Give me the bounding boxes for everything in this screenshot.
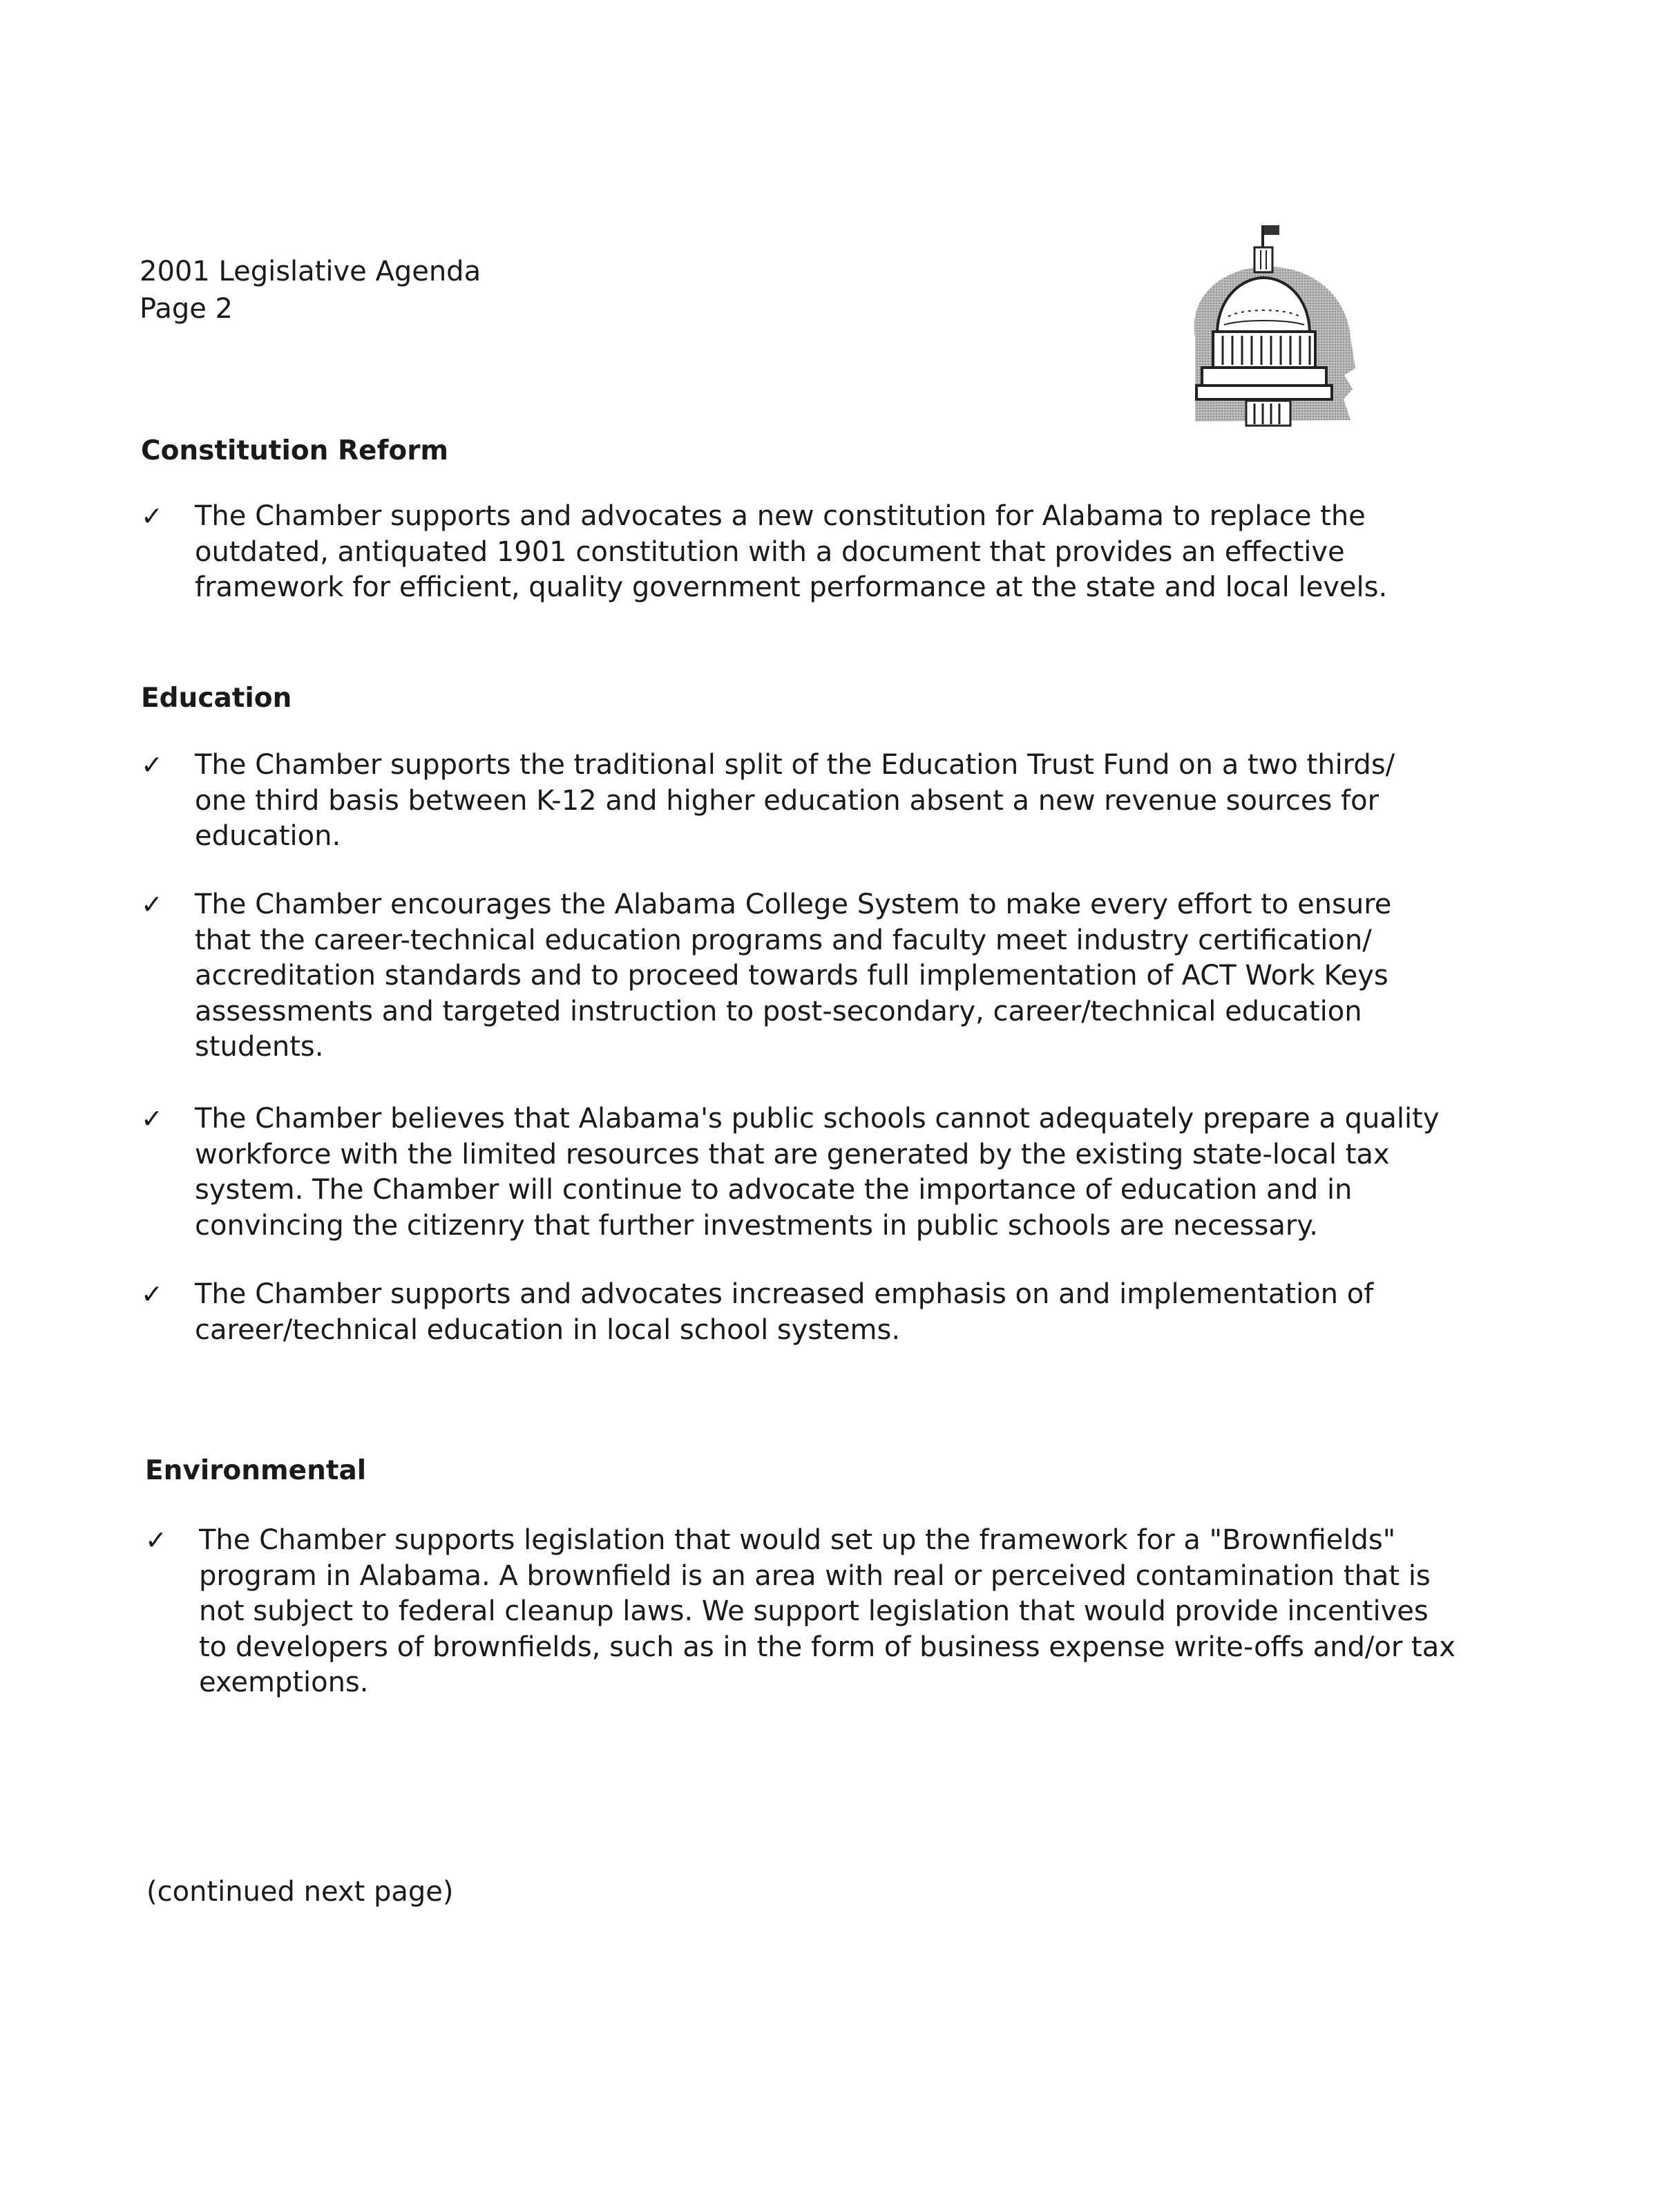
list-item: [141, 1101, 1452, 1244]
check-mark-icon: ✓: [141, 889, 163, 920]
check-mark-icon: ✓: [141, 501, 163, 531]
bullet-text: The Chamber supports and advocates increased emphasis on and implementation of career/technical education in local school systems.: [195, 1278, 1374, 1346]
list-item: [141, 887, 1452, 1065]
bullet-text: The Chamber encourages the Alabama College System to make every effort to ensure that the career-technical education programs and faculty meet industry certification/ accreditation standards and to proceed towards full implementation of ACT Work Keys assessments and targeted instruction to post-secondary, career/technical education students.: [195, 889, 1392, 1063]
section-title-constitution: Constitution Reform: [141, 435, 449, 466]
check-mark-icon: ✓: [141, 1103, 163, 1134]
section-title-environmental: Environmental: [145, 1455, 367, 1486]
bullet-text: The Chamber supports and advocates a new constitution for Alabama to replace the outdated, antiquated 1901 constitution with a document that provides an effective framework for efficient, quality government performance at the state and local levels.: [195, 500, 1388, 603]
bullet-text: The Chamber supports legislation that would set up the framework for a "Brownfields" program in Alabama. A brownfield is an area with real or perceived contamination that is not subject to federal cleanup laws. We support legislation that would provide incentives to developers of brownfields, such as in the form of business expense write-offs and/or tax exemptions.: [199, 1524, 1455, 1698]
list-item: [141, 1277, 1452, 1348]
check-mark-icon: ✓: [141, 750, 163, 780]
capitol-dome-icon: [1174, 220, 1361, 448]
bullet-text: The Chamber supports the traditional split of the Education Trust Fund on a two thirds/ one third basis between K-12 and higher education absent a new revenue sources for education.: [195, 749, 1395, 852]
section-title-education: Education: [141, 683, 292, 714]
agenda-title: 2001 Legislative Agenda: [140, 256, 481, 287]
list-item: [141, 748, 1452, 855]
continued-note: (continued next page): [146, 1876, 454, 1908]
check-mark-icon: ✓: [145, 1525, 167, 1555]
list-item: [145, 1523, 1456, 1701]
bullet-text: The Chamber believes that Alabama's public schools cannot adequately prepare a quality workforce with the limited resources that are generated by the existing state-local tax system. The Chamber will continue to advocate the importance of education and in convincing the citizenry that further investments in public schools are necessary.: [195, 1103, 1440, 1242]
page-number: Page 2: [140, 293, 233, 325]
check-mark-icon: ✓: [141, 1279, 163, 1309]
document-header: [140, 253, 481, 328]
list-item: [141, 499, 1452, 606]
